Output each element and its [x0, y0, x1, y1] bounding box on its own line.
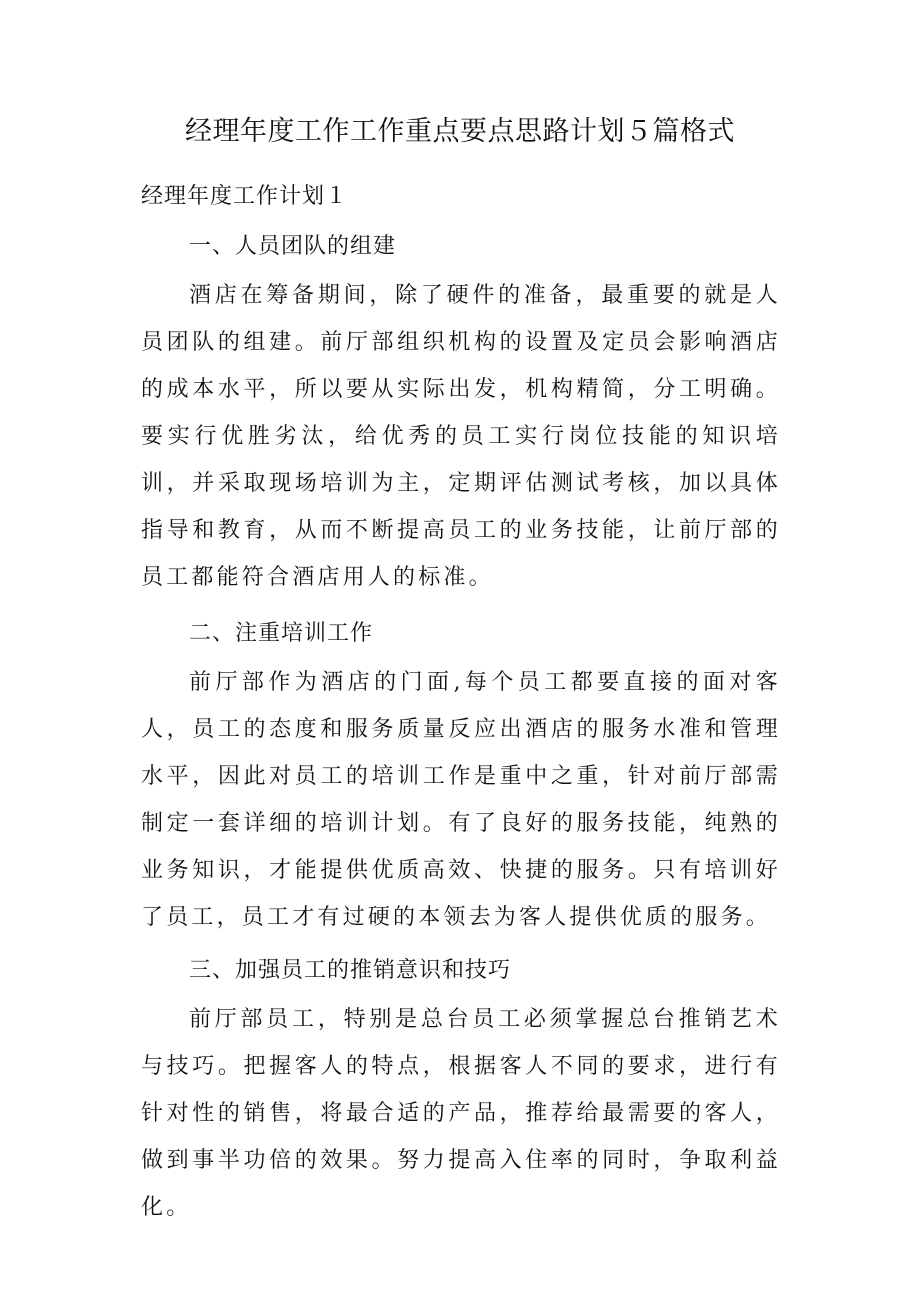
section-heading-training: 二、注重培训工作: [189, 621, 374, 646]
plan-subtitle: 经理年度工作计划１: [141, 184, 349, 209]
document-title: 经理年度工作工作重点要点思路计划５篇格式: [185, 116, 735, 147]
section-paragraph-training: 前厅部作为酒店的门面,每个员工都要直接的面对客人，员工的态度和服务质量反应出酒店的服务水准和管理水平，因此对员工的培训工作是重中之重，针对前厅部需制定一套详细的培训计划。有了良好的服务技能，纯熟的业务知识，才能提供优质高效、快捷的服务。只有培训好了员工，员工才有过硬的本领去为客人提供优质的服务。: [141, 670, 781, 930]
section-paragraph-team-building: 酒店在筹备期间，除了硬件的准备，最重要的就是人员团队的组建。前厅部组织机构的设置及定员会影响酒店的成本水平，所以要从实际出发，机构精简，分工明确。要实行优胜劣汰，给优秀的员工实行岗位技能的知识培训，并采取现场培训为主，定期评估测试考核，加以具体指导和教育，从而不断提高员工的业务技能，让前厅部的员工都能符合酒店用人的标准。: [141, 283, 781, 590]
section-heading-team-building: 一、人员团队的组建: [189, 234, 397, 259]
section-heading-sales: 三、加强员工的推销意识和技巧: [189, 958, 512, 983]
section-paragraph-sales: 前厅部员工，特别是总台员工必须掌握总台推销艺术与技巧。把握客人的特点，根据客人不同的要求，进行有针对性的销售，将最合适的产品，推荐给最需要的客人，做到事半功倍的效果。努力提高入住率的同时，争取利益化。: [141, 1007, 781, 1220]
